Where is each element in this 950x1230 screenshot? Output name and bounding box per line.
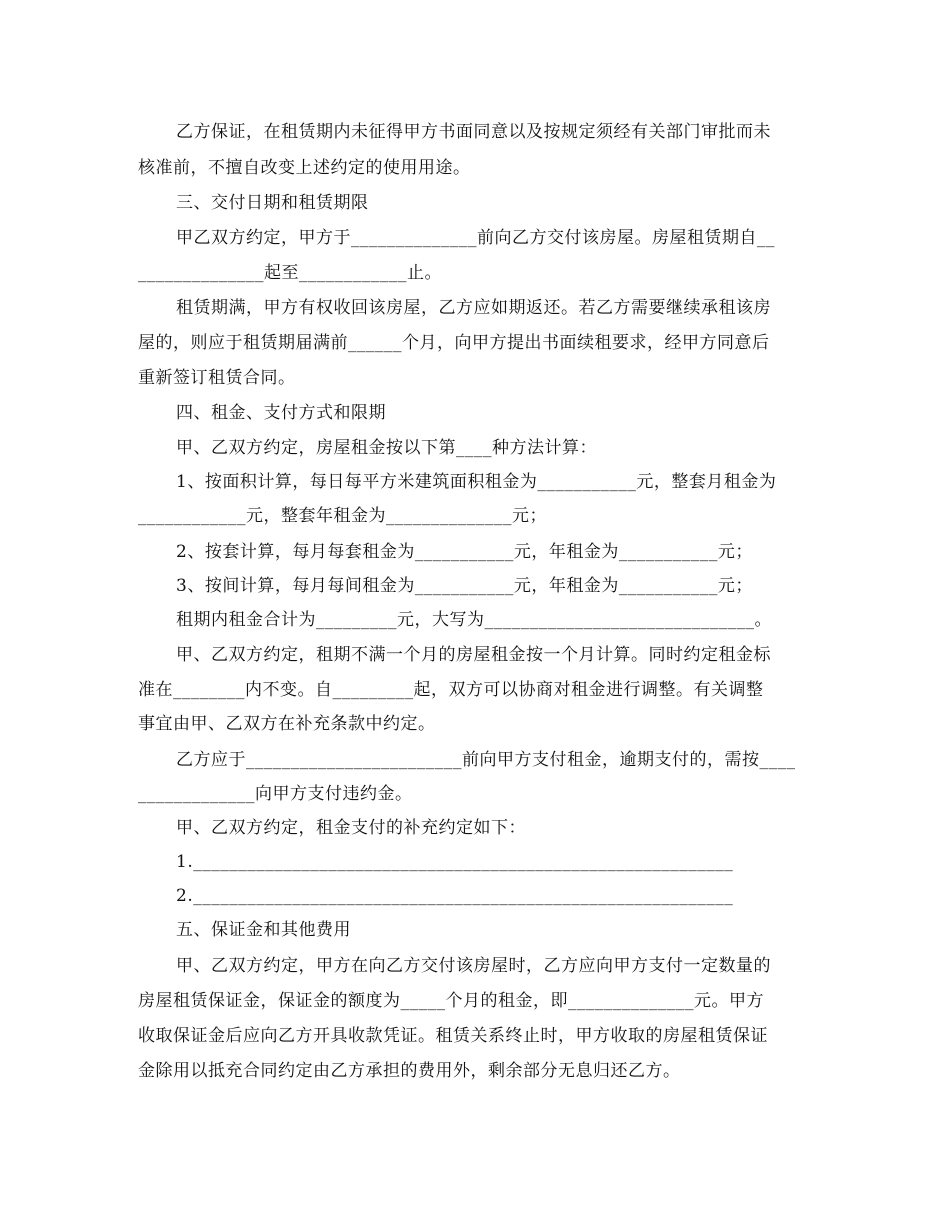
- paragraph-line: 甲乙双方约定，甲方于______________前向乙方交付该房屋。房屋租赁期自__: [176, 228, 775, 248]
- paragraph-line: 房屋租赁保证金，保证金的额度为_____个月的租金，即______________元。甲方: [138, 991, 764, 1011]
- paragraph-line: _____________向甲方支付违约金。: [138, 784, 413, 804]
- paragraph-line: 屋的，则应于租赁期届满前______个月，向甲方提出书面续租要求，经甲方同意后: [138, 333, 770, 353]
- section-heading: 五、保证金和其他费用: [176, 920, 351, 940]
- paragraph-line: 收取保证金后应向乙方开具收款凭证。租赁关系终止时，甲方收取的房屋租赁保证: [138, 1026, 768, 1046]
- paragraph-line: 核准前，不擅自改变上述约定的使用用途。: [138, 158, 471, 178]
- paragraph-line: 准在________内不变。自_________起，双方可以协商对租金进行调整。有关调整: [138, 680, 764, 700]
- paragraph-line: 3、按间计算，每月每间租金为___________元，年租金为___________元；: [176, 576, 753, 596]
- paragraph-line: ____________元，整套年租金为______________元；: [138, 506, 547, 526]
- section-heading: 四、租金、支付方式和限期: [176, 403, 386, 423]
- paragraph-line: ______________起至____________止。: [138, 263, 442, 283]
- paragraph-line: 乙方保证，在租赁期内未征得甲方书面同意以及按规定须经有关部门审批而未: [176, 122, 771, 142]
- paragraph-line: 重新签订租赁合同。: [138, 368, 296, 388]
- paragraph-line: 2、按套计算，每月每套租金为___________元，年租金为___________元；: [176, 542, 753, 562]
- list-item: 2.____________________________________________________________: [176, 886, 734, 906]
- paragraph-line: 甲、乙双方约定，房屋租金按以下第____种方法计算：: [176, 438, 597, 458]
- paragraph-line: 乙方应于________________________前向甲方支付租金，逾期支付的，需按____: [176, 750, 796, 770]
- paragraph-line: 租期内租金合计为_________元，大写为______________________________。: [176, 610, 772, 630]
- paragraph-line: 租赁期满，甲方有权收回该房屋，乙方应如期返还。若乙方需要继续承租该房: [176, 298, 771, 318]
- section-heading: 三、交付日期和租赁期限: [176, 193, 369, 213]
- paragraph-line: 1、按面积计算，每日每平方米建筑面积租金为___________元，整套月租金为: [176, 472, 777, 492]
- paragraph-line: 事宜由甲、乙双方在补充条款中约定。: [138, 714, 436, 734]
- paragraph-line: 甲、乙双方约定，租金支付的补充约定如下：: [176, 818, 526, 838]
- paragraph-line: 甲、乙双方约定，甲方在向乙方交付该房屋时，乙方应向甲方支付一定数量的: [176, 956, 771, 976]
- list-item: 1.____________________________________________________________: [176, 852, 734, 872]
- paragraph-line: 金除用以抵充合同约定由乙方承担的费用外，剩余部分无息归还乙方。: [138, 1061, 681, 1081]
- paragraph-line: 甲、乙双方约定，租期不满一个月的房屋租金按一个月计算。同时约定租金标: [176, 645, 771, 665]
